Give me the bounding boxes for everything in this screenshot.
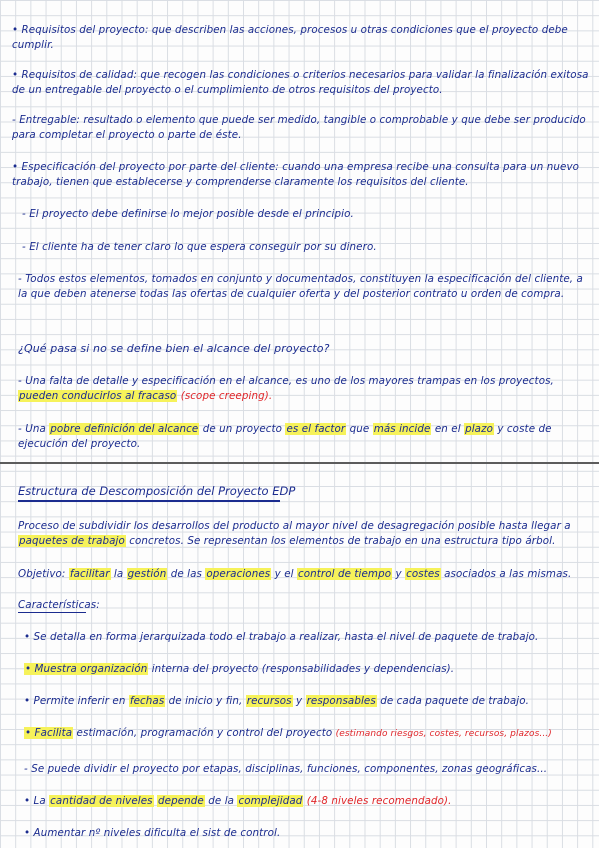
- highlight-facilitar: facilitar: [69, 568, 110, 580]
- bullet-elementos: - Todos estos elementos, tomados en conjunto y documentados, constituyen la especificación del cliente, a la que deben atenerse todas las ofertas de cualquier oferta y del posterior contrato u orden de compra.: [18, 273, 583, 300]
- highlight-cantidad-niveles: cantidad de niveles: [50, 795, 153, 807]
- caracteristica-fechas: [24, 694, 599, 709]
- highlight-recursos: recursos: [246, 695, 292, 707]
- highlight-organizacion: • Muestra organización: [25, 663, 148, 675]
- text: que: [349, 423, 370, 435]
- highlight-incide: más incide: [373, 423, 431, 435]
- text: y el: [274, 568, 294, 580]
- text: Proceso de subdividir los desarrollos del producto al mayor nivel de desagregación posible hasta llegar a: [18, 520, 571, 532]
- scope-creeping-note: (scope creeping).: [180, 390, 273, 402]
- highlight-complejidad: complejidad: [238, 795, 303, 807]
- answer-pobre-definicion: [18, 422, 592, 452]
- highlight-pobre-definicion: pobre definición del alcance: [50, 423, 199, 435]
- bullet-definir-proyecto: - El proyecto debe definirse lo mejor posible desde el principio.: [22, 208, 354, 220]
- paragraph-especificacion: • Especificación del proyecto por parte del cliente: cuando una empresa recibe una consulta para un nuevo trabajo, tienen que establecerse y comprenderse claramente los requisitos del cliente.: [12, 161, 580, 188]
- edp-objetivo: [18, 567, 598, 582]
- highlight-fracaso: pueden conducirlos al fracaso: [19, 390, 177, 402]
- caracteristicas-underline: [18, 612, 86, 613]
- edp-intro: [18, 519, 592, 549]
- objetivo-label: Objetivo:: [18, 568, 66, 580]
- text: en el: [434, 423, 461, 435]
- highlight-operaciones: operaciones: [206, 568, 271, 580]
- text: de la: [208, 795, 235, 807]
- estimacion-note: (estimando riesgos, costes, recursos, plazos...): [335, 729, 552, 739]
- text: de las: [170, 568, 202, 580]
- paragraph-requisitos-proyecto: • Requisitos del proyecto: que describen las acciones, procesos u otras condiciones que el proyecto debe cumplir.: [12, 24, 568, 51]
- highlight-factor: es el factor: [286, 423, 346, 435]
- text: y: [395, 568, 402, 580]
- section-divider: [0, 462, 599, 464]
- edp-title: Estructura de Descomposición del Proyecto EDP: [18, 484, 296, 498]
- text: interna del proyecto (responsabilidades y dependencias).: [151, 663, 455, 675]
- caracteristica-aumentar-niveles: • Aumentar nº niveles dificulta el sist de control.: [24, 827, 281, 839]
- highlight-costes: costes: [406, 568, 440, 580]
- caracteristica-organizacion: [24, 662, 599, 677]
- text: de inicio y fin,: [168, 695, 243, 707]
- caracteristica-dividir: - Se puede dividir el proyecto por etapas, disciplinas, funciones, componentes, zonas geográficas...: [24, 763, 548, 775]
- caracteristica-niveles: [24, 794, 599, 809]
- text: y: [295, 695, 303, 707]
- answer-falta-detalle: [18, 374, 592, 404]
- highlight-facilita: • Facilita: [25, 727, 73, 739]
- highlight-depende: depende: [158, 795, 204, 807]
- highlight-paquetes: paquetes de trabajo: [19, 535, 125, 547]
- answer-falta-detalle-text: - Una falta de detalle y especificación en el alcance, es uno de los mayores trampas en los proyectos,: [18, 375, 554, 387]
- text: de un proyecto: [202, 423, 283, 435]
- caracteristicas-label: Características:: [18, 599, 100, 611]
- highlight-responsables: responsables: [306, 695, 376, 707]
- text: de cada paquete de trabajo.: [380, 695, 530, 707]
- text: • Permite inferir en: [24, 695, 126, 707]
- paragraph-entregable: - Entregable: resultado o elemento que puede ser medido, tangible o comprobable y que debe ser producido para completar el proyecto o parte de éste.: [12, 114, 586, 141]
- paragraph-requisitos-calidad: • Requisitos de calidad: que recogen las condiciones o criterios necesarios para validar la finalización exitosa de un entregable del proyecto o el cumplimiento de otros requisitos del proyecto.: [12, 69, 589, 96]
- text: asociados a las mismas.: [444, 568, 572, 580]
- bullet-cliente: - El cliente ha de tener claro lo que espera conseguir por su dinero.: [22, 241, 377, 253]
- text: la: [113, 568, 124, 580]
- caracteristica-facilita: [24, 726, 599, 742]
- edp-title-underline: [18, 500, 280, 502]
- highlight-gestion: gestión: [127, 568, 167, 580]
- text: • La: [24, 795, 46, 807]
- question-heading: ¿Qué pasa si no se define bien el alcance del proyecto?: [18, 342, 330, 355]
- highlight-control-tiempo: control de tiempo: [297, 568, 392, 580]
- niveles-recomendados-note: (4-8 niveles recomendado).: [306, 795, 452, 807]
- highlight-plazo: plazo: [465, 423, 493, 435]
- text: y coste de ejecución del proyecto.: [18, 423, 552, 450]
- highlight-fechas: fechas: [129, 695, 165, 707]
- caracteristica-jerarquia: • Se detalla en forma jerarquizada todo el trabajo a realizar, hasta el nivel de paquete de trabajo.: [24, 631, 539, 643]
- text: estimación, programación y control del proyecto: [76, 727, 333, 739]
- text: - Una: [18, 423, 46, 435]
- text: concretos. Se representan los elementos de trabajo en una estructura tipo árbol.: [129, 535, 556, 547]
